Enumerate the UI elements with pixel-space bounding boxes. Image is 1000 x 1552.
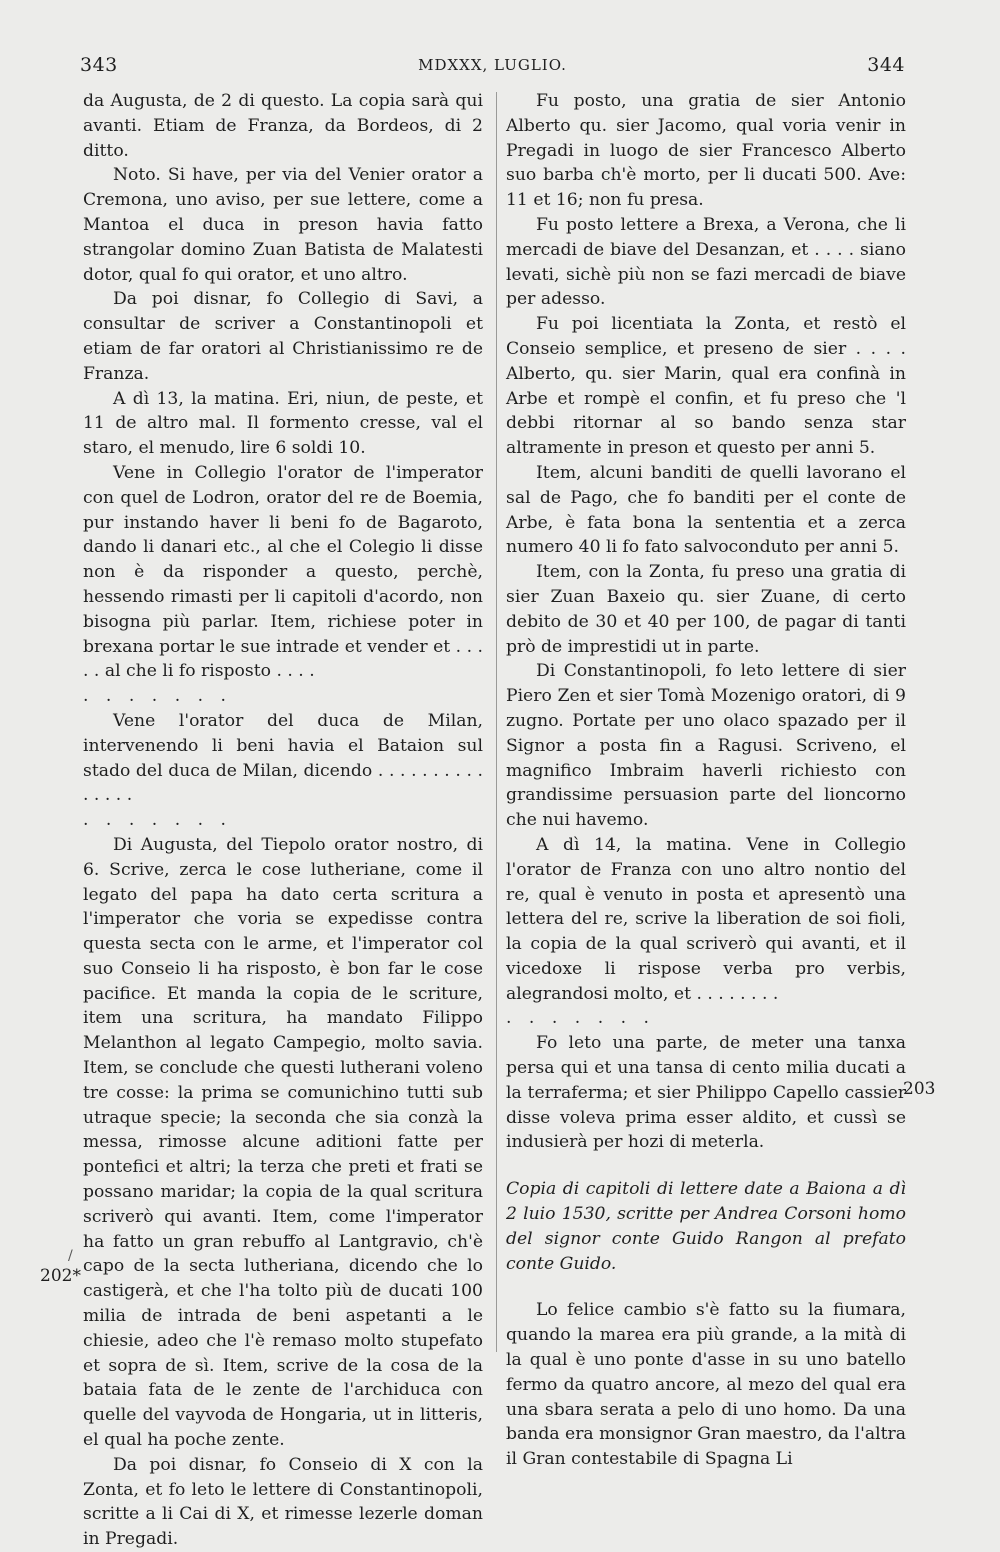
left-page-number: 343 [80, 54, 118, 76]
paragraph: Noto. Si have, per via del Venier orator a Cremona, uno aviso, per sue lettere, come a Mantoa el duca in preson havia fatto strangolar domino Zuan Batista de Malatesti dotor, qual fo qui orator, et uno altro. [83, 165, 483, 285]
paragraph: Item, alcuni banditi de quelli lavorano el sal de Pago, che fo banditi per el conte de Arbe, è fata bona la sententia et a zerca numero 40 li fo fato salvoconduto per anni 5. [506, 462, 906, 558]
ellipsis-line: . . . . . . . [506, 1008, 656, 1029]
paragraph: Item, con la Zonta, fu preso una gratia di sier Zuan Baxeio qu. sier Zuane, di certo debito de 30 et 40 per 100, de pagar di tanti prò de imprestidi ut in parte. [506, 562, 906, 657]
right-page-number: 344 [867, 54, 905, 76]
left-column [83, 89, 483, 1552]
paragraph: Fo leto una parte, de meter una tanxa persa qui et una tansa di cento milia ducati a la terraferma; et sier Philippo Capello cassier disse voleva prima esser aldito, et cussì se indusierà per hozi di meterla. [506, 1033, 906, 1153]
paragraph: Da poi disnar, fo Conseio di X con la Zonta, et fo leto le lettere di Constantinopoli, scritte a li Cai di X, et rimesse lezerle doman in Pregadi. [83, 1454, 483, 1550]
paragraph: Da poi disnar, fo Collegio di Savi, a consultar de scriver a Constantinopoli et etiam de far oratori al Christianissimo re de Franza. [83, 289, 483, 384]
paragraph: Fu poi licentiata la Zonta, et restò el Conseio semplice, et preseno de sier . . . . Alberto, qu. sier Marin, qual era confinà in Arbe et rompè el confin, et fu preso che 'l debbi ritornar al so bando senza star altramente in preson et questo per anni 5. [506, 314, 906, 459]
paragraph: Lo felice cambio s'è fatto su la fiumara, quando la marea era più grande, a la mità di la qual è uno ponte d'asse in su uno batello fermo da quatro ancore, al mezo del qual era una sbara serata a pelo di uno homo. Da una banda era monsignor Gran maestro, da l'altra il Gran contestabile di Spagna Li [506, 1300, 906, 1470]
letter-caption: Copia di capitoli di lettere date a Baiona a dì 2 luio 1530, scritte per Andrea Corsoni homo del signor conte Guido Rangon al prefato conte Guido. [506, 1179, 906, 1274]
running-title: MDXXX, LUGLIO. [418, 56, 567, 74]
column-divider [496, 92, 497, 1352]
paragraph: Di Constantinopoli, fo leto lettere di sier Piero Zen et sier Tomà Mozenigo oratori, di 9 zugno. Portate per uno olaco spazado per il Signor a posta fin a Ragusi. Scriveno, el magnifico Imbraim haverli richiesto con grandissime persuasion parte del lioncorno che nui havemo. [506, 661, 906, 831]
paragraph: da Augusta, de 2 di questo. La copia sarà qui avanti. Etiam de Franza, da Bordeos, di 2 ditto. [83, 91, 483, 161]
paragraph: A dì 13, la matina. Eri, niun, de peste, et 11 de altro mal. Il formento cresse, val el staro, el menudo, lire 6 soldi 10. [83, 388, 483, 459]
right-column [506, 89, 906, 1472]
right-margin-number: 203 [903, 1079, 936, 1099]
ellipsis-line: . . . . . . . [83, 810, 233, 831]
paragraph: Di Augusta, del Tiepolo orator nostro, di 6. Scrive, zerca le cose lutheriane, come il legato del papa ha dato certa scritura a l'imperator che voria se expedisse contra questa secta con le arme, et l'imperator col suo Conseio li ha risposto, è bon far le cose pacifice. Et manda la copia de le scriture, item una scritura, ha mandato Filippo Melanthon al legato Campegio, molto savia. Item, se conclude che questi lutherani voleno tre cosse: la prima se comunichino tutti sub utraque specie; la seconda che sia conzà la messa, rimosse alcune aditioni fatte per pontefici et altri; la terza che preti et frati se possano maridar; la copia de la qual scritura scriverò qui avanti. Item, come l'imperator ha fatto un gran rebuffo al Lantgravio, ch'è capo de la secta lutheriana, dicendo che lo castigerà, et che l'ha tolto più de ducati 100 milia de intrada de beni aspetanti a le chiesie, adeo che l'è remaso molto stupefato et sopra de sì. Item, scrive de la cosa de la bataia fata de le zente de l'archiduca con quelle del vayvoda de Hongaria, ut in litteris, el qual ha poche zente. [83, 834, 483, 1451]
paragraph: Fu posto, una gratia de sier Antonio Alberto qu. sier Jacomo, qual voria venir in Pregadi in luogo de sier Francesco Alberto suo barba ch'è morto, per li ducati 500. Ave: 11 et 16; non fu presa. [506, 91, 906, 211]
paragraph: Vene l'orator del duca de Milan, intervenendo li beni havia el Bataion sul stado del duca de Milan, dicendo . . . . . . . . . . . . . . . [83, 710, 483, 806]
paragraph: Vene in Collegio l'orator de l'imperator con quel de Lodron, orator del re de Boemia, pur instando haver li beni fo de Bagaroto, dando li danari etc., al che el Colegio li disse non è da risponder a questo, perchè, hessendo rimasti per li capitoli d'acordo, non bisogna più parlar. Item, richiese poter in brexana portar le sue intrade et vender et . . . . . al che li fo risposto . . . . [83, 462, 483, 682]
page-header [80, 54, 905, 84]
paragraph: Fu posto lettere a Brexa, a Verona, che li mercadi de biave del Desanzan, et . . . . siano levati, sichè più non se fazi mercadi de biave per adesso. [506, 214, 906, 310]
margin-mark: / [68, 1248, 73, 1264]
paragraph: A dì 14, la matina. Vene in Collegio l'orator de Franza con uno altro nontio del re, qual è venuto in posta et apresentò una lettera del re, scrive la liberation de soi fioli, la copia de la qual scriverò qui avanti, et il vicedoxe li rispose verba pro verbis, alegrandosi molto, et . . . . . . . . [506, 834, 906, 1004]
left-margin-number: 202* [40, 1266, 81, 1286]
ellipsis-line: . . . . . . . [83, 686, 233, 707]
